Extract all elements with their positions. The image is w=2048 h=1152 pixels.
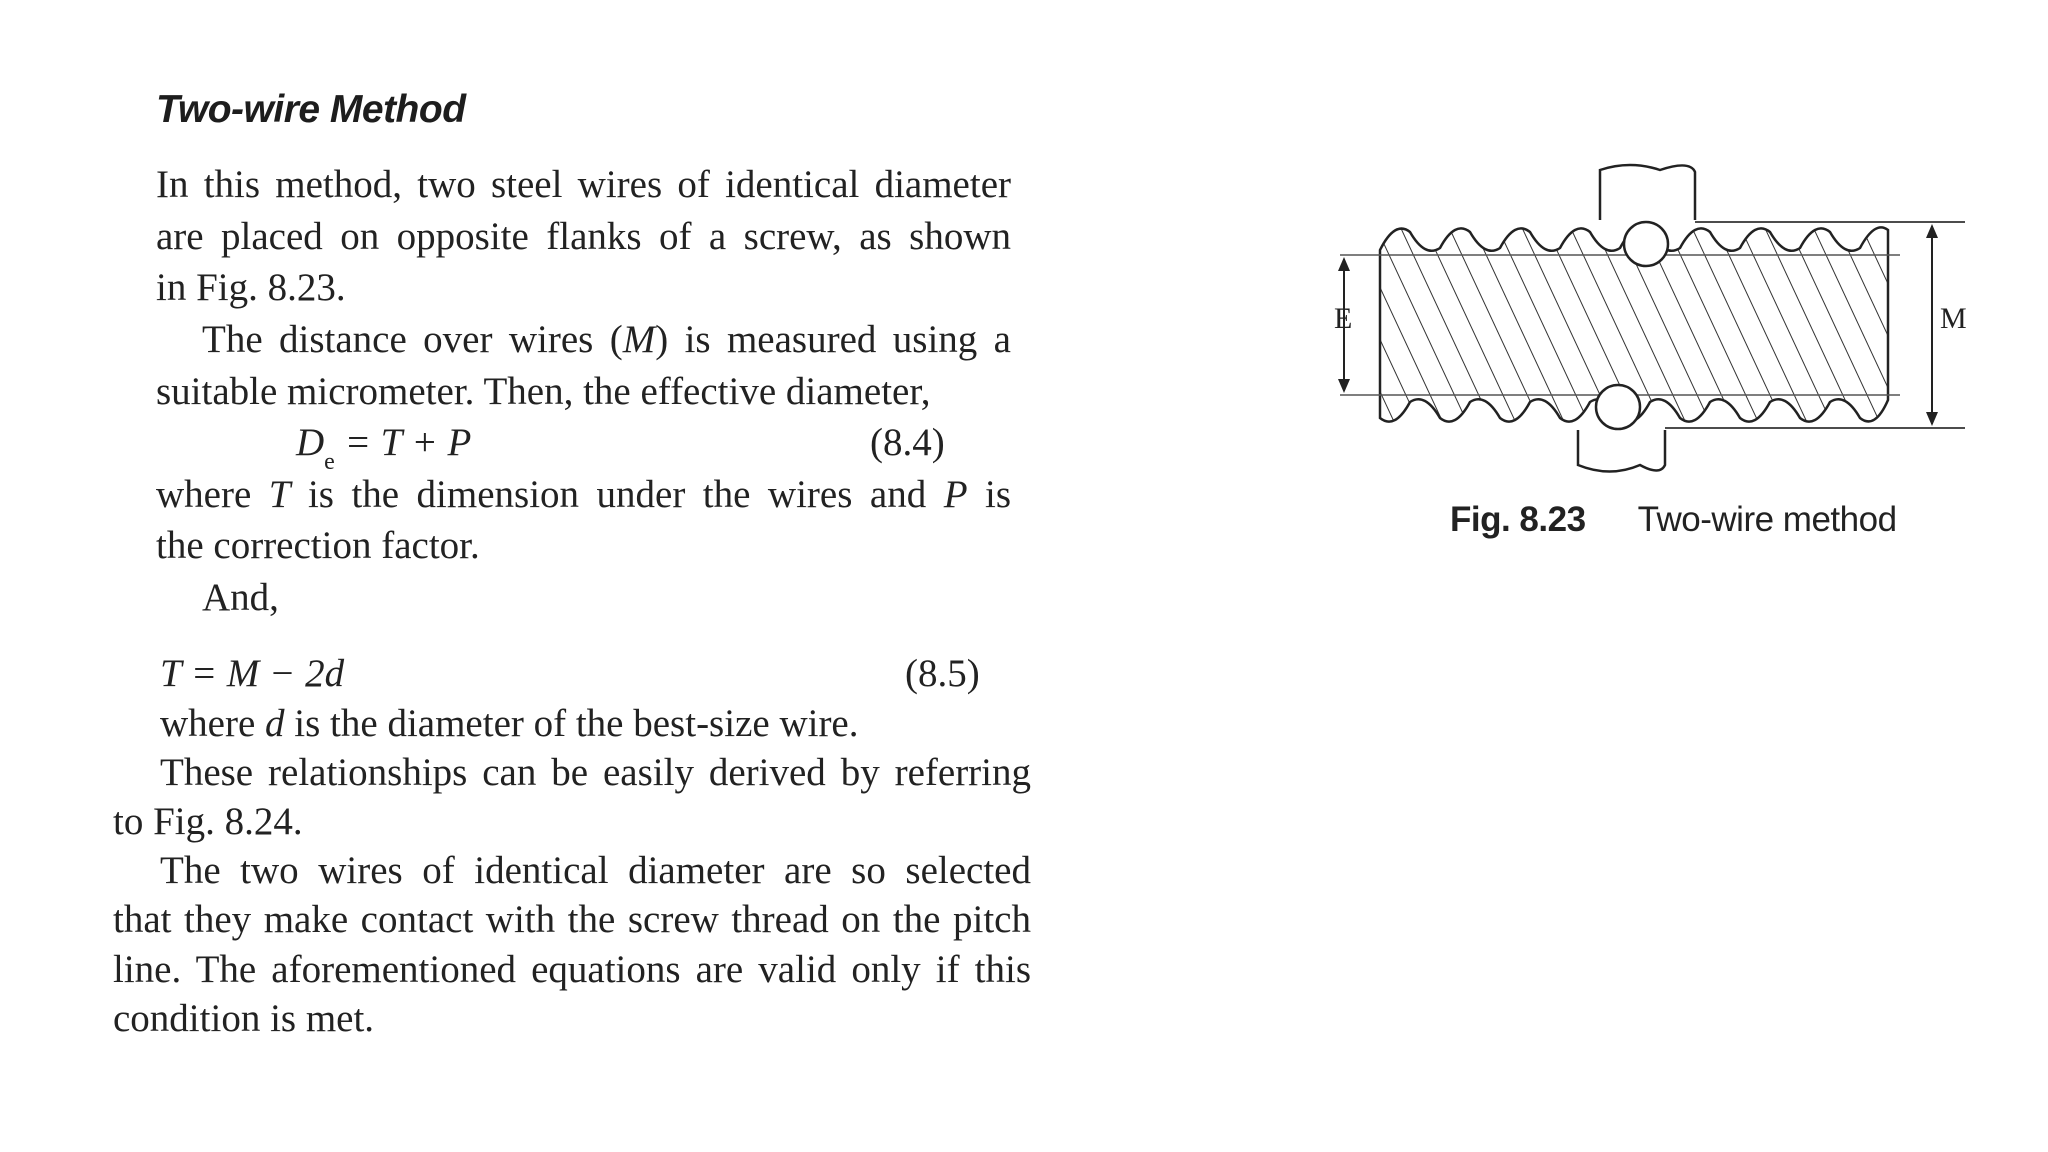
figure-caption-number: Fig. 8.23: [1450, 500, 1586, 539]
para3-line1: where T is the dimension under the wires and P is: [156, 473, 1012, 516]
para5-line4: condition is met.: [113, 997, 375, 1040]
equation-8-4: $D_e = T + P$: [296, 421, 472, 475]
e-label: E: [1334, 302, 1353, 335]
upper-wire: [1624, 222, 1668, 266]
equation-8-5-number: (8.5): [905, 652, 980, 695]
para2-line2: suitable micrometer. Then, the effective diameter,: [156, 370, 931, 413]
para1-line2: are placed on opposite flanks of a screw, as shown: [156, 215, 1011, 258]
para1-line1: In this method, two steel wires of identical diameter: [156, 163, 1011, 206]
m-label: M: [1940, 302, 1967, 335]
figure-caption: [1450, 500, 1897, 540]
para5-line1: The two wires of identical diameter are so selected: [160, 849, 1031, 892]
two-wire-method-figure: [1320, 160, 1980, 480]
para5-line2: that they make contact with the screw thread on the pitch: [113, 898, 1031, 941]
lower-anvil: [1578, 430, 1665, 472]
upper-anvil: [1600, 165, 1695, 220]
para2-line1: The distance over wires (M) is measured using a: [202, 318, 1011, 361]
para4-line3: to Fig. 8.24.: [113, 800, 303, 843]
figure-caption-text: Two-wire method: [1637, 500, 1897, 539]
equation-8-4-number: (8.4): [870, 421, 945, 464]
lower-wire: [1596, 385, 1640, 429]
equation-8-5: T = M − 2d: [160, 652, 345, 695]
para3-line3: And,: [202, 576, 279, 619]
section-heading: Two-wire Method: [156, 88, 466, 131]
para5-line3: line. The aforementioned equations are valid only if this: [113, 948, 1031, 991]
para4-line1: where d is the diameter of the best-size wire.: [160, 702, 859, 745]
para4-line2: These relationships can be easily derived by referring: [160, 751, 1031, 794]
m-dimension-arrow: [1926, 224, 1938, 426]
para1-line3: in Fig. 8.23.: [156, 266, 346, 309]
para3-line2: the correction factor.: [156, 524, 480, 567]
